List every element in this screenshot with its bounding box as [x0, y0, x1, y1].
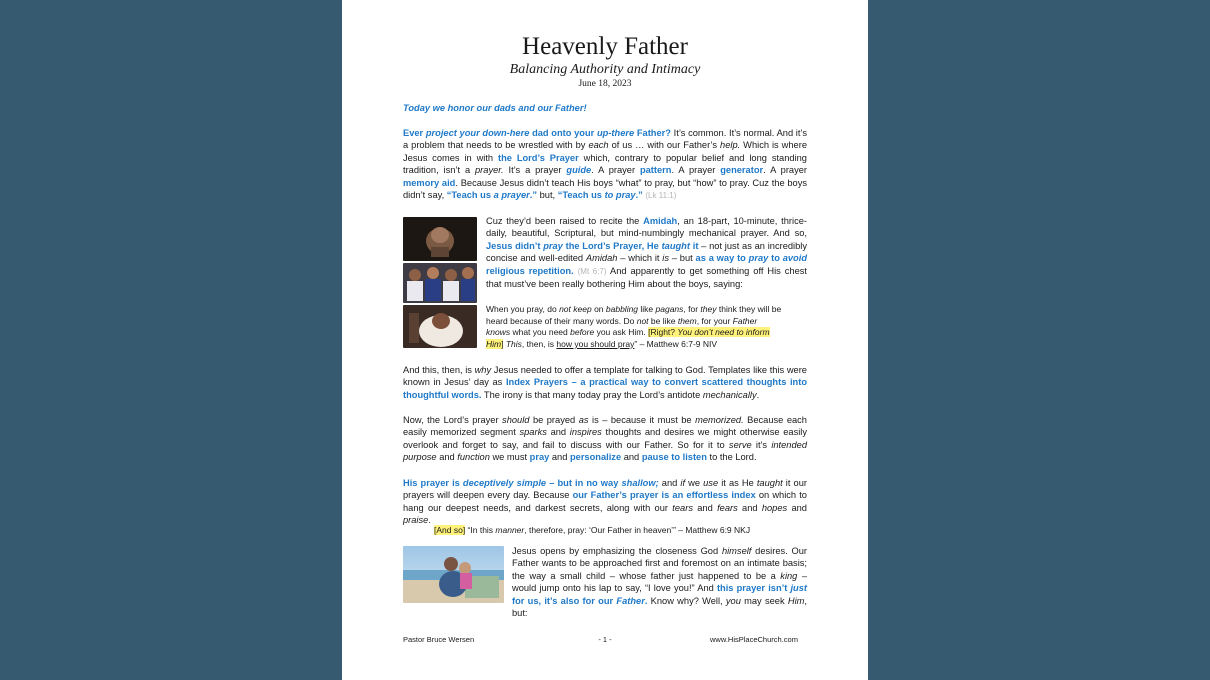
scripture-quote-1: When you pray, do not keep on babbling like pagans, for they think they will be heard because of their many words. Do not be like them, for your Father knows what you need before you ask Him. [Right? You don’t need to inform Him] This, then, is how you should pray” – Matthew 6:7-9 NIV — [486, 304, 782, 349]
team-huddle-photo — [403, 263, 477, 303]
document-subtitle: Balancing Authority and Intimacy — [509, 62, 701, 77]
praying-hands-photo — [403, 217, 477, 261]
document-title: Heavenly Father — [522, 33, 688, 60]
paragraph-2: Cuz they’d been raised to recite the Amidah, an 18-part, 10-minute, thrice-daily, beautiful, Scriptural, but mind-numbingly mechanical prayer. And so, Jesus didn’t pray the Lord’s Prayer, He taught it – not just as an incredibly concise and well-edited Amidah – which it is – but as a way to pray to avoid religious repetition. (Mt 6:7) And apparently to get something off His chest that must’ve been really bothering Him about the boys, saying: — [486, 216, 808, 290]
father-child-beach-photo — [403, 546, 504, 603]
scripture-ref: (Mt 6:7) — [577, 266, 607, 276]
intro-line: Today we honor our dads and our Father! — [403, 103, 587, 113]
footer-author: Pastor Bruce Wersen — [403, 635, 475, 644]
paragraph-4: Now, the Lord’s prayer should be prayed as is – because it must be memorized. Because each easily memorized segment sparks and inspires thoughts and desires we might otherwise easily overlook and forget to say, and fail to discuss with our Father. So for it to serve it’s intended purpose and function we must pray and personalize and pause to listen to the Lord. — [403, 415, 807, 463]
paragraph-6: Jesus opens by emphasizing the closeness God himself desires. Our Father wants to be approached first and foremost on an intimate basis; the way a small child – whose father just happened to be a king – would jump onto his lap to say, “I love you!” And this prayer isn’t just for us, it’s also for our Father. Know why? Well, you may seek Him, but: — [512, 546, 807, 619]
document-page — [342, 0, 868, 680]
paragraph-1: Ever project your down-here dad onto your up-there Father? It’s common. It’s normal. And it’s a problem that needs to be wrestled with by each of us … with our Father’s help. Which is where Jesus comes in with the Lord’s Prayer which, contrary to popular belief and long standing tradition, isn’t a prayer. It’s a prayer guide. A prayer pattern. A prayer generator. A prayer memory aid. Because Jesus didn’t teach His boys “what” to pray, but “how” to pray. Cuz the boys didn’t say, “Teach us a prayer.” but, “Teach us to pray.” (Lk 11:1) — [403, 128, 808, 201]
man-praying-photo — [403, 305, 477, 348]
scripture-ref: (Lk 11:1) — [645, 191, 677, 201]
paragraph-3: And this, then, is why Jesus needed to offer a template for talking to God. Templates like this were known in Jesus’ day as Index Prayers – a practical way to convert scattered thoughts into thoughtful words. The irony is that many today pray the Lord’s antidote mechanically. — [403, 365, 808, 400]
highlight-note: [Right? You don’t need to inform Him] — [486, 327, 770, 349]
paragraph-5: His prayer is deceptively simple – but in no way shallow; and if we use it as He taught it our prayers will deepen every day. Because our Father’s prayer is an effortless index on which to hang our deepest needs, and darkest secrets, along with our tears and fears and hopes and praise. — [403, 478, 807, 526]
document-date: June 18, 2023 — [578, 79, 632, 89]
scripture-quote-2: [And so] “In this manner, therefore, pray: ‘Our Father in heaven’” – Matthew 6:9 NKJ — [434, 525, 751, 535]
footer-page-number: - 1 - — [598, 635, 612, 644]
footer-website: www.HisPlaceChurch.com — [710, 635, 798, 644]
